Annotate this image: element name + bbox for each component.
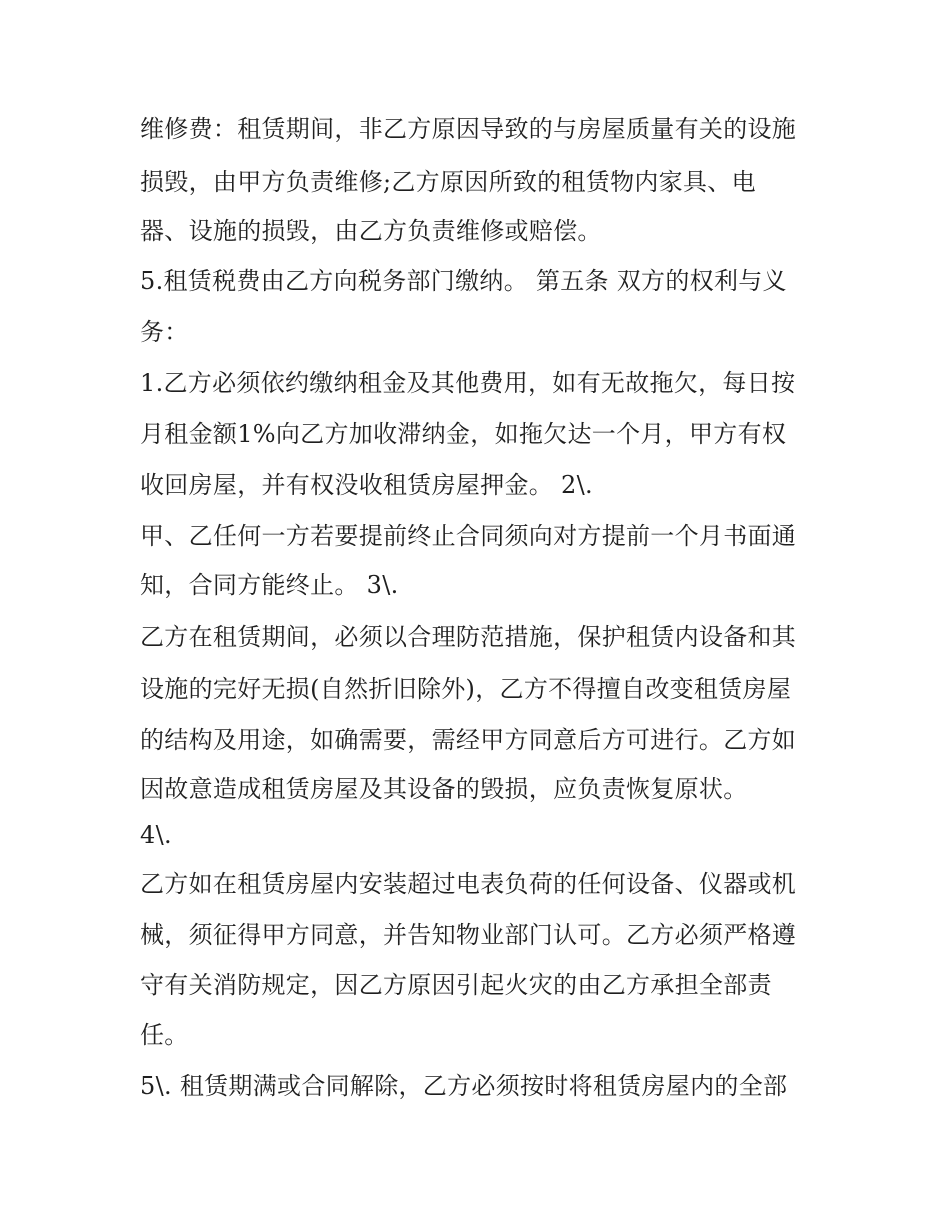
text-line: 任。 <box>140 1021 189 1049</box>
text-line: 因故意造成租赁房屋及其设备的毁损，应负责恢复原状。 <box>140 775 748 803</box>
text-line: 收回房屋，并有权没收租赁房屋押金。 2\. <box>140 471 593 499</box>
text-line: 的结构及用途，如确需要，需经甲方同意后方可进行。乙方如 <box>140 726 797 754</box>
text-line: 械，须征得甲方同意，并告知物业部门认可。乙方必须严格遵 <box>140 921 797 949</box>
text-line: 4\. <box>140 821 172 849</box>
text-line: 设施的完好无损(自然折旧除外)，乙方不得擅自改变租赁房屋 <box>140 675 792 703</box>
text-line: 乙方在租赁期间，必须以合理防范措施，保护租赁内设备和其 <box>140 623 797 651</box>
text-line: 1.乙方必须依约缴纳租金及其他费用，如有无故拖欠，每日按 <box>140 369 796 397</box>
text-line: 乙方如在租赁房屋内安装超过电表负荷的任何设备、仪器或机 <box>140 870 797 898</box>
text-line: 5.租赁税费由乙方向税务部门缴纳。 第五条 双方的权利与义 <box>140 267 787 295</box>
text-line: 月租金额1%向乙方加收滞纳金，如拖欠达一个月，甲方有权 <box>140 420 787 448</box>
text-line: 维修费：租赁期间，非乙方原因导致的与房屋质量有关的设施 <box>140 115 797 143</box>
text-line: 损毁，由甲方负责维修;乙方原因所致的租赁物内家具、电 <box>140 168 756 196</box>
text-line: 甲、乙任何一方若要提前终止合同须向对方提前一个月书面通 <box>140 522 797 550</box>
text-line: 5\. 租赁期满或合同解除，乙方必须按时将租赁房屋内的全部 <box>140 1072 788 1100</box>
text-line: 器、设施的损毁，由乙方负责维修或赔偿。 <box>140 217 602 245</box>
text-line: 知，合同方能终止。 3\. <box>140 571 399 599</box>
text-line: 守有关消防规定，因乙方原因引起火灾的由乙方承担全部责 <box>140 971 772 999</box>
text-line: 务： <box>140 318 189 346</box>
